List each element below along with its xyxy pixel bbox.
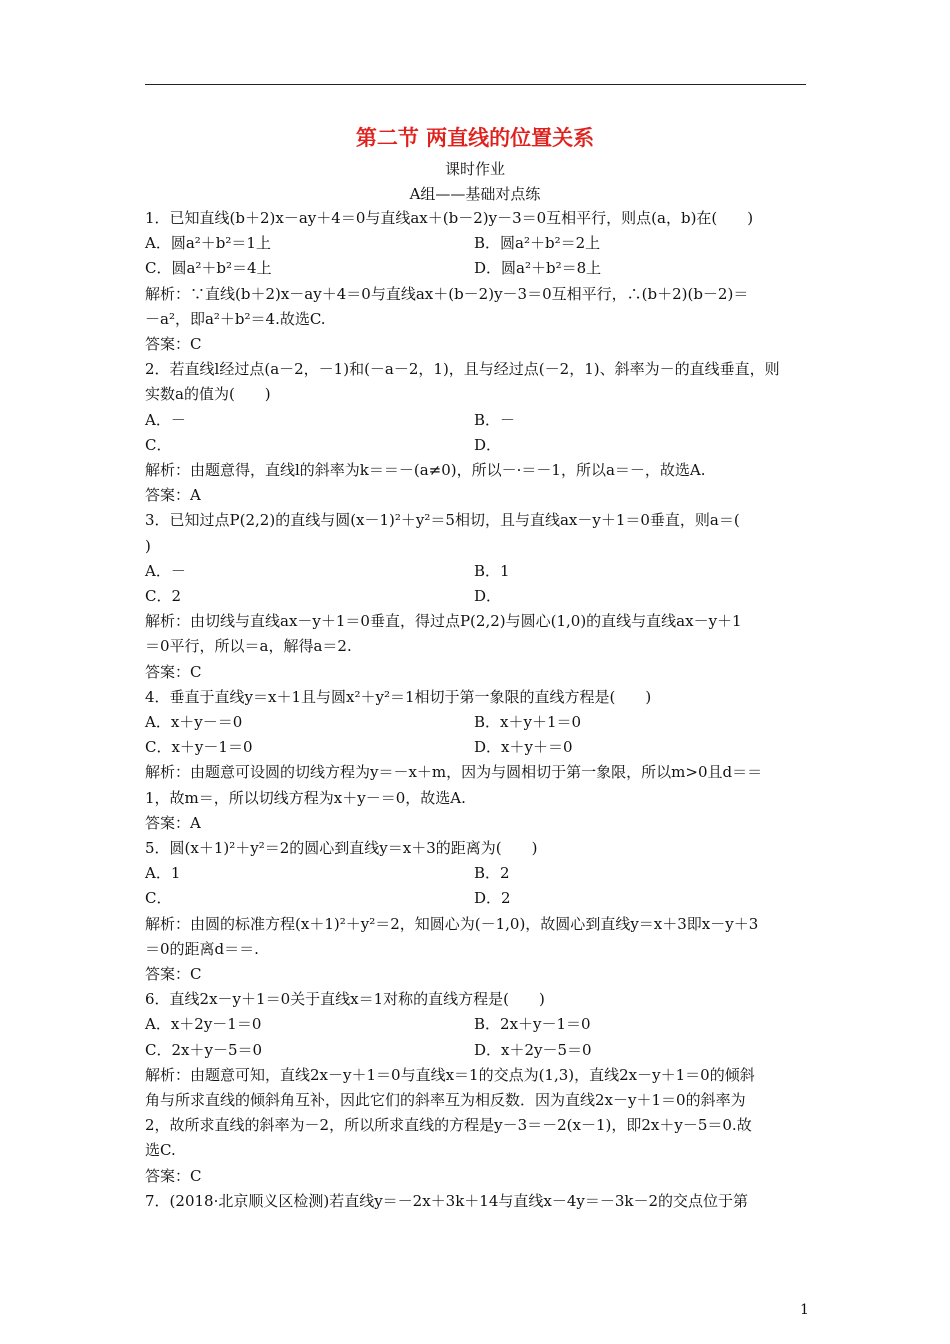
text-line: 1．已知直线(b＋2)x－ay＋4＝0与直线ax＋(b－2)y－3＝0互相平行，则点(a，b)在( ) <box>145 209 754 227</box>
text-line: C． <box>145 435 172 454</box>
text-line: C． <box>145 889 172 908</box>
text-line: ＝0平行，所以＝a，解得a＝2. <box>145 637 352 656</box>
text-line: A．－ <box>145 561 186 580</box>
header-rule <box>145 84 806 85</box>
text-line: 解析：由题意可知，直线2x－y＋1＝0与直线x＝1的交点为(1,3)，直线2x－y＋1＝0的倾斜 <box>145 1065 755 1084</box>
subtitle: 课时作业 <box>444 160 505 178</box>
text-line: 答案：C <box>145 1166 202 1185</box>
option-right: D．x＋2y－5＝0 <box>474 1040 592 1059</box>
option-right: B．1 <box>474 561 510 580</box>
text-line: C．圆a²＋b²＝4上 <box>145 259 272 278</box>
text-line: 3．已知过点P(2,2)的直线与圆(x－1)²＋y²＝5相切，且与直线ax－y＋1＝0垂直，则a＝( <box>145 511 740 530</box>
text-line: A．x＋y－＝0 <box>145 713 243 731</box>
text-line: 解析：∵直线(b＋2)x－ay＋4＝0与直线ax＋(b－2)y－3＝0互相平行，∴(b＋2)(b－2)＝ <box>145 284 749 303</box>
group-heading: A组——基础对点练 <box>409 185 541 203</box>
text-line: 答案：A <box>145 813 201 832</box>
text-line: 角与所求直线的倾斜角互补，因此它们的斜率互为相反数．因为直线2x－y＋1＝0的斜率为 <box>145 1091 746 1109</box>
text-line: A．－ <box>145 410 186 429</box>
page-number: 1 <box>800 1302 809 1318</box>
text-line: A．1 <box>145 864 181 883</box>
option-right: D．2 <box>474 889 511 908</box>
text-line: 选C. <box>145 1141 176 1160</box>
text-line: 1，故m＝，所以切线方程为x＋y－＝0，故选A. <box>145 788 466 807</box>
option-right: B．x＋y＋1＝0 <box>474 713 582 731</box>
text-line: 解析：由题意可设圆的切线方程为y＝－x＋m，因为与圆相切于第一象限，所以m>0且d＝＝ <box>145 763 763 782</box>
text-line: ＝0的距离d＝＝. <box>145 939 259 958</box>
text-line: 答案：A <box>145 486 201 505</box>
text-line: 答案：C <box>145 662 202 681</box>
text-line: C．2 <box>145 587 182 605</box>
text-line: A．x＋2y－1＝0 <box>145 1015 262 1034</box>
text-line: 解析：由圆的标准方程(x＋1)²＋y²＝2，知圆心为(－1,0)，故圆心到直线y＝x＋3即x－y＋3 <box>145 914 759 933</box>
option-right: D．x＋y＋＝0 <box>474 738 573 757</box>
text-line: 实数a的值为( ) <box>145 385 271 404</box>
option-right: B．－ <box>474 410 516 429</box>
text-line: －a²，即a²＋b²＝4.故选C. <box>145 309 326 328</box>
text-line: 4．垂直于直线y＝x＋1且与圆x²＋y²＝1相切于第一象限的直线方程是( ) <box>145 687 652 706</box>
text-line: 答案：C <box>145 335 202 353</box>
option-right: D．圆a²＋b²＝8上 <box>474 259 602 278</box>
option-right: B．2 <box>474 864 510 883</box>
text-line: A．圆a²＋b²＝1上 <box>145 234 271 253</box>
option-right: D． <box>474 435 502 454</box>
text-line: 7．(2018·北京顺义区检测)若直线y＝－2x＋3k＋14与直线x－4y＝－3k－2的交点位于第 <box>145 1191 749 1210</box>
option-right: B．2x＋y－1＝0 <box>474 1015 591 1034</box>
option-right: B．圆a²＋b²＝2上 <box>474 234 601 253</box>
section-title: 第二节 两直线的位置关系 <box>355 125 595 150</box>
text-line: ) <box>145 536 151 555</box>
text-line: C．2x＋y－5＝0 <box>145 1040 263 1059</box>
text-line: 解析：由题意得，直线l的斜率为k＝＝－(a≠0)，所以－·＝－1，所以a＝－，故选A. <box>145 461 706 479</box>
text-line: 解析：由切线与直线ax－y＋1＝0垂直，得过点P(2,2)与圆心(1,0)的直线与直线ax－y＋1 <box>145 612 742 631</box>
text-line: 2，故所求直线的斜率为－2，所以所求直线的方程是y－3＝－2(x－1)，即2x＋y－5＝0.故 <box>145 1116 752 1135</box>
text-line: C．x＋y－1＝0 <box>145 738 253 757</box>
text-line: 答案：C <box>145 965 202 983</box>
option-right: D． <box>474 587 502 605</box>
text-line: 5．圆(x＋1)²＋y²＝2的圆心到直线y＝x＋3的距离为( ) <box>145 839 538 857</box>
text-line: 2．若直线l经过点(a－2，－1)和(－a－2，1)，且与经过点(－2，1)、斜率为－的直线垂直，则 <box>145 360 780 379</box>
text-line: 6．直线2x－y＋1＝0关于直线x＝1对称的直线方程是( ) <box>145 990 545 1009</box>
